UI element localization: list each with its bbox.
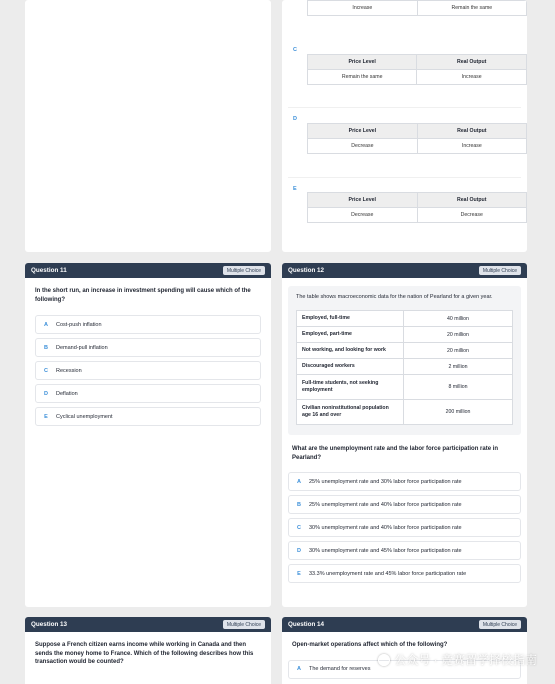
question-card-10-options — [282, 0, 527, 252]
table-row — [297, 375, 513, 400]
question-title: Question 12 — [288, 267, 325, 274]
option-b-real-output: Remain the same — [417, 1, 526, 16]
question-header — [25, 617, 271, 632]
question-text: Open-market operations affect which of the following? — [292, 642, 448, 648]
question-type-badge: Multiple Choice — [223, 620, 265, 629]
option-c-table — [307, 54, 527, 85]
row-value: 2 million — [404, 359, 513, 375]
option-letter: C — [293, 47, 297, 53]
question-header — [282, 617, 527, 632]
col-price-level: Price Level — [308, 193, 418, 208]
choice-text: 25% unemployment rate and 30% labor force participation rate — [309, 478, 462, 485]
choice-b[interactable] — [288, 495, 521, 514]
question-text: What are the unemployment rate and the labor force participation rate in Pearland? — [292, 446, 499, 461]
choice-c[interactable] — [35, 361, 261, 380]
choice-letter: C — [297, 524, 301, 531]
row-value: 20 million — [404, 327, 513, 343]
choice-text: 30% unemployment rate and 40% labor force participation rate — [309, 524, 462, 531]
col-real-output: Real Output — [417, 55, 527, 70]
table-row — [297, 400, 513, 425]
choice-text: Demand-pull inflation — [56, 344, 108, 351]
choice-letter: A — [44, 321, 48, 328]
col-price-level: Price Level — [308, 55, 417, 70]
cell-price-level: Remain the same — [308, 70, 417, 85]
choice-d[interactable] — [35, 384, 261, 403]
question-header — [282, 263, 527, 278]
option-letter: E — [293, 186, 297, 192]
option-b-price-level: Increase — [308, 1, 418, 16]
col-real-output: Real Output — [417, 124, 526, 139]
choice-e[interactable] — [288, 564, 521, 583]
question-title: Question 14 — [288, 621, 325, 628]
choice-text: 30% unemployment rate and 45% labor force participation rate — [309, 547, 462, 554]
choice-text: Cost-push inflation — [56, 321, 102, 328]
choice-text: 25% unemployment rate and 40% labor force participation rate — [309, 501, 462, 508]
wechat-icon — [378, 654, 390, 666]
choice-letter: B — [44, 344, 48, 351]
cell-real-output: Increase — [417, 139, 526, 154]
table-row — [297, 359, 513, 375]
question-card-12 — [282, 263, 527, 607]
option-e-table — [307, 192, 527, 223]
row-label: Employed, part-time — [297, 327, 404, 343]
option-d-table — [307, 123, 527, 154]
question-title: Question 11 — [31, 267, 67, 274]
row-value: 8 million — [404, 375, 513, 400]
stimulus-intro: The table shows macroeconomic data for the nation of Pearland for a given year. — [296, 294, 493, 300]
cell-real-output: Decrease — [417, 208, 527, 223]
table-row — [297, 343, 513, 359]
question-card-11 — [25, 263, 271, 607]
table-row — [297, 311, 513, 327]
choice-b[interactable] — [35, 338, 261, 357]
cell-price-level: Decrease — [308, 139, 418, 154]
choice-text: Deflation — [56, 390, 78, 397]
row-label: Employed, full-time — [297, 311, 404, 327]
col-real-output: Real Output — [417, 193, 527, 208]
choice-text: Recession — [56, 367, 82, 374]
question-text: Suppose a French citizen earns income while working in Canada and then sends the money home to France. Which of the following describes how this transaction would be counted? — [35, 642, 254, 666]
watermark-text: 公众号 · 竞赛留学择校指南 — [394, 653, 537, 667]
choice-text: 33.3% unemployment rate and 45% labor force participation rate — [309, 570, 467, 577]
row-value: 40 million — [404, 311, 513, 327]
table-row — [297, 327, 513, 343]
choice-letter: E — [297, 570, 301, 577]
choice-d[interactable] — [288, 541, 521, 560]
question-type-badge: Multiple Choice — [223, 266, 265, 275]
watermark — [378, 651, 537, 668]
row-label: Full-time students, not seeking employment — [297, 375, 404, 400]
choice-text: Cyclical unemployment — [56, 413, 113, 420]
question-card-13 — [25, 617, 271, 684]
choice-letter: B — [297, 501, 301, 508]
row-label: Discouraged workers — [297, 359, 404, 375]
choice-letter: C — [44, 367, 48, 374]
question-header — [25, 263, 271, 278]
row-value: 20 million — [404, 343, 513, 359]
question-card-previous — [25, 0, 271, 252]
question-title: Question 13 — [31, 621, 68, 628]
row-value: 200 million — [404, 400, 513, 425]
col-price-level: Price Level — [308, 124, 418, 139]
cell-real-output: Increase — [417, 70, 527, 85]
choice-text: The demand for reserves — [309, 666, 371, 673]
stimulus-box — [288, 286, 521, 435]
choice-letter: E — [44, 413, 48, 420]
choice-c[interactable] — [288, 518, 521, 537]
row-label: Civilian noninstitutional population age 16 and over — [297, 400, 404, 425]
question-type-badge: Multiple Choice — [479, 266, 521, 275]
choice-e[interactable] — [35, 407, 261, 426]
choice-letter: A — [297, 478, 301, 485]
question-text: In the short run, an increase in investment spending will cause which of the following? — [35, 288, 251, 303]
choice-letter: A — [297, 666, 301, 673]
choice-letter: D — [44, 390, 48, 397]
option-letter: D — [293, 116, 297, 122]
choice-a[interactable] — [288, 472, 521, 491]
option-b-table — [307, 0, 527, 16]
pearland-data-table — [296, 310, 513, 425]
row-label: Not working, and looking for work — [297, 343, 404, 359]
choice-a[interactable] — [35, 315, 261, 334]
question-type-badge: Multiple Choice — [479, 620, 521, 629]
cell-price-level: Decrease — [308, 208, 418, 223]
choice-letter: D — [297, 547, 301, 554]
